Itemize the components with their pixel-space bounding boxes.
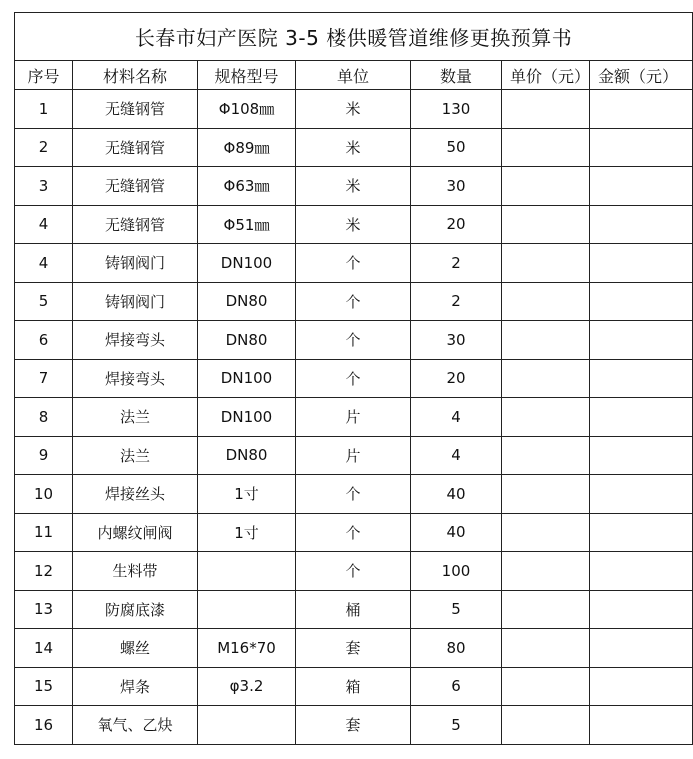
cell-unit: 套: [296, 629, 411, 668]
cell-material: 焊条: [73, 667, 198, 706]
cell-material: 无缝钢管: [73, 128, 198, 167]
cell-unit-price: [502, 667, 590, 706]
cell-material: 生料带: [73, 552, 198, 591]
table-row: [15, 706, 693, 745]
cell-amount: [590, 90, 693, 129]
header-row: [15, 61, 693, 90]
table-row: [15, 167, 693, 206]
cell-quantity: 40: [411, 513, 502, 552]
cell-unit: 米: [296, 205, 411, 244]
cell-index: 15: [15, 667, 73, 706]
cell-unit-price: [502, 167, 590, 206]
cell-amount: [590, 398, 693, 437]
cell-unit-price: [502, 359, 590, 398]
cell-unit: 米: [296, 167, 411, 206]
cell-unit: 米: [296, 128, 411, 167]
cell-quantity: 5: [411, 706, 502, 745]
cell-amount: [590, 706, 693, 745]
cell-quantity: 6: [411, 667, 502, 706]
budget-table: [14, 12, 693, 745]
table-row: [15, 321, 693, 360]
cell-amount: [590, 513, 693, 552]
cell-quantity: 100: [411, 552, 502, 591]
cell-unit-price: [502, 128, 590, 167]
cell-unit-price: [502, 205, 590, 244]
header-spec: 规格型号: [198, 61, 296, 90]
table-row: [15, 667, 693, 706]
table-row: [15, 436, 693, 475]
header-amount: 金额（元）: [590, 61, 693, 90]
cell-material: 防腐底漆: [73, 590, 198, 629]
cell-material: 无缝钢管: [73, 90, 198, 129]
cell-unit-price: [502, 590, 590, 629]
cell-index: 13: [15, 590, 73, 629]
cell-unit: 个: [296, 475, 411, 514]
cell-material: 法兰: [73, 398, 198, 437]
cell-spec: DN80: [198, 282, 296, 321]
table-row: [15, 90, 693, 129]
cell-unit-price: [502, 706, 590, 745]
cell-amount: [590, 128, 693, 167]
cell-unit: 个: [296, 244, 411, 283]
cell-unit: 片: [296, 398, 411, 437]
cell-index: 16: [15, 706, 73, 745]
cell-material: 铸钢阀门: [73, 282, 198, 321]
cell-unit: 个: [296, 552, 411, 591]
table-row: [15, 205, 693, 244]
cell-spec: DN80: [198, 436, 296, 475]
cell-material: 法兰: [73, 436, 198, 475]
cell-spec: [198, 552, 296, 591]
cell-unit-price: [502, 244, 590, 283]
cell-material: 焊接弯头: [73, 359, 198, 398]
cell-material: 无缝钢管: [73, 167, 198, 206]
cell-unit: 箱: [296, 667, 411, 706]
cell-spec: M16*70: [198, 629, 296, 668]
cell-unit-price: [502, 282, 590, 321]
table-row: [15, 513, 693, 552]
cell-amount: [590, 667, 693, 706]
cell-amount: [590, 282, 693, 321]
cell-index: 10: [15, 475, 73, 514]
cell-spec: Φ89㎜: [198, 128, 296, 167]
cell-quantity: 20: [411, 205, 502, 244]
cell-unit: 个: [296, 321, 411, 360]
cell-spec: 1寸: [198, 513, 296, 552]
cell-spec: DN80: [198, 321, 296, 360]
cell-amount: [590, 590, 693, 629]
cell-unit-price: [502, 398, 590, 437]
cell-spec: 1寸: [198, 475, 296, 514]
cell-spec: Φ108㎜: [198, 90, 296, 129]
cell-index: 3: [15, 167, 73, 206]
cell-unit: 桶: [296, 590, 411, 629]
cell-material: 氧气、乙炔: [73, 706, 198, 745]
cell-index: 14: [15, 629, 73, 668]
cell-quantity: 40: [411, 475, 502, 514]
cell-quantity: 4: [411, 398, 502, 437]
cell-unit-price: [502, 436, 590, 475]
cell-index: 7: [15, 359, 73, 398]
header-unit: 单位: [296, 61, 411, 90]
cell-quantity: 130: [411, 90, 502, 129]
cell-material: 螺丝: [73, 629, 198, 668]
table-row: [15, 128, 693, 167]
cell-amount: [590, 552, 693, 591]
cell-spec: DN100: [198, 244, 296, 283]
cell-index: 9: [15, 436, 73, 475]
cell-unit-price: [502, 629, 590, 668]
cell-index: 4: [15, 244, 73, 283]
cell-spec: φ3.2: [198, 667, 296, 706]
cell-spec: Φ63㎜: [198, 167, 296, 206]
cell-quantity: 30: [411, 321, 502, 360]
table-row: [15, 282, 693, 321]
cell-spec: DN100: [198, 398, 296, 437]
cell-amount: [590, 436, 693, 475]
table-row: [15, 552, 693, 591]
table-row: [15, 629, 693, 668]
table-row: [15, 475, 693, 514]
cell-quantity: 80: [411, 629, 502, 668]
cell-unit: 米: [296, 90, 411, 129]
cell-spec: DN100: [198, 359, 296, 398]
table-row: [15, 590, 693, 629]
cell-spec: Φ51㎜: [198, 205, 296, 244]
cell-index: 11: [15, 513, 73, 552]
table-row: [15, 244, 693, 283]
cell-spec: [198, 590, 296, 629]
cell-quantity: 50: [411, 128, 502, 167]
cell-unit-price: [502, 321, 590, 360]
cell-amount: [590, 167, 693, 206]
cell-unit: 个: [296, 513, 411, 552]
table-row: [15, 398, 693, 437]
cell-index: 5: [15, 282, 73, 321]
cell-index: 8: [15, 398, 73, 437]
cell-material: 内螺纹闸阀: [73, 513, 198, 552]
cell-amount: [590, 475, 693, 514]
cell-quantity: 2: [411, 282, 502, 321]
cell-unit-price: [502, 475, 590, 514]
cell-unit: 个: [296, 359, 411, 398]
cell-unit: 个: [296, 282, 411, 321]
title-row: [15, 13, 693, 61]
table-row: [15, 359, 693, 398]
document-title: 长春市妇产医院 3-5 楼供暖管道维修更换预算书: [15, 13, 693, 61]
cell-index: 12: [15, 552, 73, 591]
cell-quantity: 2: [411, 244, 502, 283]
header-index: 序号: [15, 61, 73, 90]
cell-unit: 片: [296, 436, 411, 475]
cell-amount: [590, 244, 693, 283]
cell-spec: [198, 706, 296, 745]
cell-index: 1: [15, 90, 73, 129]
cell-index: 6: [15, 321, 73, 360]
cell-unit-price: [502, 552, 590, 591]
cell-amount: [590, 321, 693, 360]
cell-quantity: 4: [411, 436, 502, 475]
cell-quantity: 30: [411, 167, 502, 206]
cell-unit: 套: [296, 706, 411, 745]
cell-unit-price: [502, 513, 590, 552]
cell-material: 无缝钢管: [73, 205, 198, 244]
budget-document: [14, 12, 679, 746]
cell-amount: [590, 629, 693, 668]
cell-unit-price: [502, 90, 590, 129]
header-material: 材料名称: [73, 61, 198, 90]
cell-material: 焊接弯头: [73, 321, 198, 360]
cell-material: 焊接丝头: [73, 475, 198, 514]
header-quantity: 数量: [411, 61, 502, 90]
cell-amount: [590, 205, 693, 244]
cell-quantity: 20: [411, 359, 502, 398]
cell-amount: [590, 359, 693, 398]
header-unit-price: 单价（元）: [502, 61, 590, 90]
cell-material: 铸钢阀门: [73, 244, 198, 283]
cell-quantity: 5: [411, 590, 502, 629]
cell-index: 2: [15, 128, 73, 167]
cell-index: 4: [15, 205, 73, 244]
